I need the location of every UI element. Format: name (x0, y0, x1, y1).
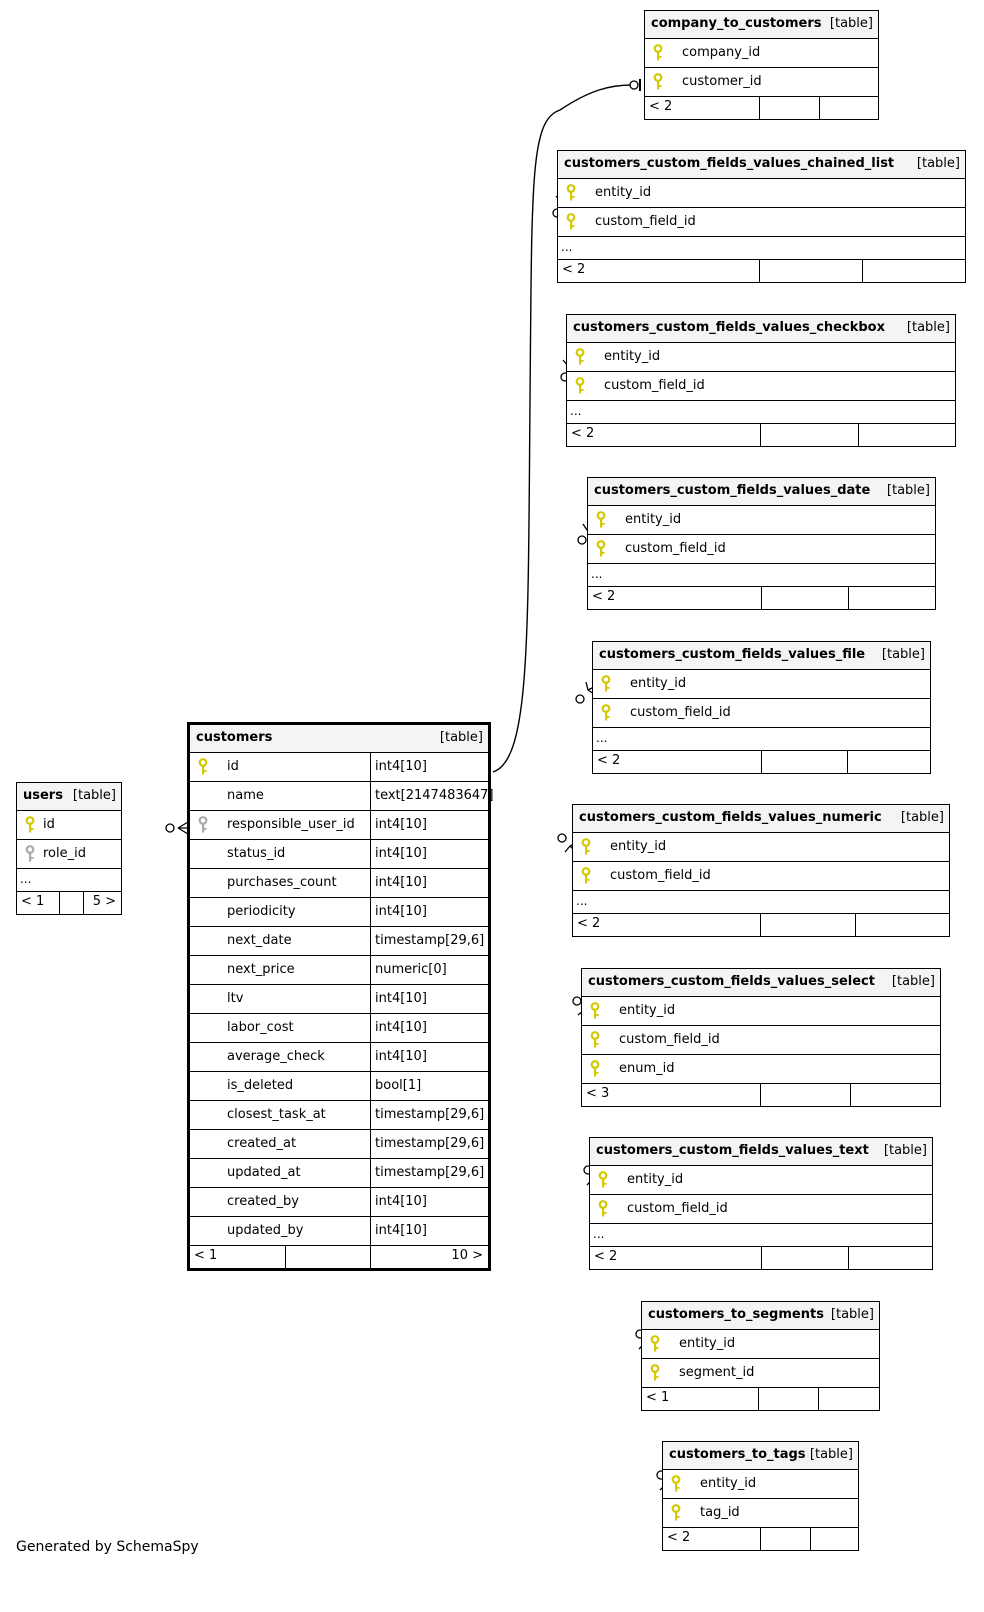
column-row[interactable] (190, 840, 488, 869)
table-footer (558, 260, 965, 282)
primary-key-icon (651, 73, 665, 91)
table-header[interactable] (190, 725, 488, 753)
footer-divider (760, 1528, 761, 1550)
table-name: customers_custom_fields_values_numeric (579, 810, 882, 825)
column-row[interactable] (642, 1330, 879, 1359)
parents-count: < 2 (597, 753, 621, 768)
table-footer (593, 751, 930, 773)
table-footer (190, 1246, 488, 1268)
ellipsis-text: ... (593, 1227, 605, 1241)
column-name: entity_id (604, 349, 661, 364)
column-name: updated_at (227, 1165, 301, 1180)
column-type: timestamp[29,6] (370, 1101, 488, 1129)
column-name: custom_field_id (627, 1201, 728, 1216)
table-file[interactable] (592, 641, 931, 774)
column-row[interactable] (567, 372, 955, 401)
footer-divider (848, 587, 849, 609)
table-kind-label: [table] (829, 16, 873, 31)
foreign-key-icon (23, 845, 37, 863)
table-header[interactable] (663, 1442, 858, 1470)
table-name: customers_custom_fields_values_file (599, 647, 866, 662)
table-text[interactable] (589, 1137, 933, 1270)
more-columns-row[interactable] (558, 237, 965, 260)
column-type: numeric[0] (370, 956, 488, 984)
table-numeric[interactable] (572, 804, 950, 937)
column-name: custom_field_id (610, 868, 711, 883)
children-count: 5 > (92, 894, 116, 909)
ellipsis-text: ... (591, 567, 603, 581)
column-name: custom_field_id (625, 541, 726, 556)
column-row[interactable] (558, 179, 965, 208)
column-name: closest_task_at (227, 1107, 326, 1122)
column-name: is_deleted (227, 1078, 294, 1093)
table-select[interactable] (581, 968, 941, 1107)
table-header[interactable] (582, 969, 940, 997)
table-name: customers (196, 730, 273, 745)
footer-divider (818, 1388, 819, 1410)
column-row[interactable] (593, 699, 930, 728)
column-row[interactable] (190, 1188, 488, 1217)
column-row[interactable] (190, 782, 494, 811)
footer-divider (847, 751, 848, 773)
column-row[interactable] (582, 1055, 940, 1084)
column-name: segment_id (679, 1365, 755, 1380)
table-footer (573, 914, 949, 936)
table-kind-label: [table] (439, 730, 483, 745)
column-row[interactable] (190, 1014, 488, 1043)
column-row[interactable] (190, 811, 488, 840)
table-footer (590, 1247, 932, 1269)
footer-divider (285, 1246, 286, 1268)
table-kind-label: [table] (900, 810, 944, 825)
table-header[interactable] (645, 11, 878, 39)
table-header[interactable] (588, 478, 935, 506)
primary-key-icon (579, 867, 593, 885)
primary-key-icon (651, 44, 665, 62)
column-row[interactable] (582, 1026, 940, 1055)
table-kind-label: [table] (906, 320, 950, 335)
more-columns-row[interactable] (588, 564, 935, 587)
footer-divider (760, 1084, 761, 1106)
column-name: ltv (227, 991, 244, 1006)
column-row[interactable] (190, 927, 488, 956)
parents-count: < 2 (577, 916, 601, 931)
column-row[interactable] (588, 535, 935, 564)
footer-divider (760, 914, 761, 936)
table-footer (645, 97, 878, 119)
table-kind-label: [table] (891, 974, 935, 989)
primary-key-icon (23, 816, 37, 834)
column-type: timestamp[29,6] (370, 1159, 488, 1187)
primary-key-icon (596, 1200, 610, 1218)
footer-divider (758, 1388, 759, 1410)
parents-count: < 1 (646, 1390, 670, 1405)
footer-divider (759, 97, 760, 119)
table-name: customers_custom_fields_values_date (594, 483, 871, 498)
table-footer (582, 1084, 940, 1106)
primary-key-icon (196, 758, 210, 776)
table-kind-label: [table] (809, 1447, 853, 1462)
column-name: labor_cost (227, 1020, 294, 1035)
parents-count: < 1 (194, 1248, 218, 1263)
footer-divider (761, 751, 762, 773)
column-row[interactable] (190, 1159, 488, 1188)
parents-count: < 1 (21, 894, 45, 909)
column-row[interactable] (190, 898, 488, 927)
foreign-key-icon (196, 816, 210, 834)
column-row[interactable] (190, 1130, 488, 1159)
column-type: text[2147483647] (370, 782, 488, 810)
column-row[interactable] (573, 862, 949, 891)
primary-key-icon (594, 511, 608, 529)
column-type: int4[10] (370, 1014, 488, 1042)
primary-key-icon (669, 1504, 683, 1522)
primary-key-icon (596, 1171, 610, 1189)
column-row[interactable] (17, 840, 121, 869)
primary-key-icon (648, 1364, 662, 1382)
footer-divider (862, 260, 863, 282)
primary-key-icon (573, 348, 587, 366)
footer-divider (83, 892, 84, 914)
children-count: 10 > (451, 1248, 483, 1263)
table-kind-label: [table] (883, 1143, 927, 1158)
column-name: updated_by (227, 1223, 304, 1238)
column-name: entity_id (625, 512, 682, 527)
column-name: entity_id (610, 839, 667, 854)
primary-key-icon (599, 704, 613, 722)
primary-key-icon (588, 1060, 602, 1078)
primary-key-icon (648, 1335, 662, 1353)
table-name: customers_custom_fields_values_chained_list (564, 156, 895, 171)
footer-divider (761, 1247, 762, 1269)
column-name: created_by (227, 1194, 299, 1209)
column-row[interactable] (588, 506, 935, 535)
column-name: purchases_count (227, 875, 337, 890)
primary-key-icon (579, 838, 593, 856)
column-name: entity_id (700, 1476, 757, 1491)
column-row[interactable] (17, 811, 121, 840)
table-footer (642, 1388, 879, 1410)
table-name: customers_custom_fields_values_select (588, 974, 875, 989)
more-columns-row[interactable] (590, 1224, 932, 1247)
footer-divider (855, 914, 856, 936)
primary-key-icon (669, 1475, 683, 1493)
table-date[interactable] (587, 477, 936, 610)
table-header[interactable] (642, 1302, 879, 1330)
column-name: status_id (227, 846, 286, 861)
table-kind-label: [table] (916, 156, 960, 171)
column-row[interactable] (190, 869, 488, 898)
column-type: int4[10] (370, 1043, 488, 1071)
column-row[interactable] (190, 1043, 488, 1072)
column-row[interactable] (590, 1166, 932, 1195)
column-type: int4[10] (370, 753, 488, 781)
table-header[interactable] (17, 783, 121, 811)
table-chained_list[interactable] (557, 150, 966, 283)
table-header[interactable] (567, 315, 955, 343)
column-type: int4[10] (370, 869, 488, 897)
primary-key-icon (573, 377, 587, 395)
column-name: created_at (227, 1136, 297, 1151)
table-name: customers_custom_fields_values_text (596, 1143, 869, 1158)
primary-key-icon (599, 675, 613, 693)
column-name: entity_id (630, 676, 687, 691)
relation-marker-users-to-customers (166, 822, 188, 834)
column-row[interactable] (190, 753, 488, 782)
column-name: name (227, 788, 264, 803)
table-checkbox[interactable] (566, 314, 956, 447)
parents-count: < 2 (649, 99, 673, 114)
column-row[interactable] (573, 833, 949, 862)
column-type: int4[10] (370, 840, 488, 868)
footer-divider (759, 260, 760, 282)
table-name: company_to_customers (651, 16, 822, 31)
ellipsis-text: ... (20, 872, 32, 886)
column-name: custom_field_id (630, 705, 731, 720)
table-footer (588, 587, 935, 609)
ellipsis-text: ... (596, 731, 608, 745)
column-row[interactable] (558, 208, 965, 237)
table-customers[interactable] (187, 722, 494, 1271)
table-footer (663, 1528, 858, 1550)
column-name: average_check (227, 1049, 325, 1064)
table-users[interactable] (16, 782, 122, 915)
ellipsis-text: ... (570, 404, 582, 418)
column-row[interactable] (190, 956, 488, 985)
table-header[interactable] (573, 805, 949, 833)
table-name: customers_custom_fields_values_checkbox (573, 320, 885, 335)
column-type: int4[10] (370, 898, 488, 926)
ellipsis-text: ... (561, 240, 573, 254)
column-name: id (227, 759, 239, 774)
parents-count: < 3 (586, 1086, 610, 1101)
column-name: next_price (227, 962, 295, 977)
parents-count: < 2 (571, 426, 595, 441)
column-type: timestamp[29,6] (370, 1130, 488, 1158)
column-name: entity_id (627, 1172, 684, 1187)
column-name: custom_field_id (604, 378, 705, 393)
primary-key-icon (594, 540, 608, 558)
column-type: int4[10] (370, 811, 488, 839)
column-row[interactable] (567, 343, 955, 372)
relation-optional-marker (630, 81, 638, 89)
column-name: entity_id (595, 185, 652, 200)
table-tags[interactable] (662, 1441, 859, 1551)
column-type: int4[10] (370, 1217, 488, 1245)
generator-note: Generated by SchemaSpy (16, 1539, 199, 1555)
column-name: entity_id (679, 1336, 736, 1351)
column-name: role_id (43, 846, 86, 861)
table-company_to_customers[interactable] (644, 10, 879, 120)
column-name: periodicity (227, 904, 296, 919)
more-columns-row[interactable] (17, 869, 121, 892)
parents-count: < 2 (562, 262, 586, 277)
primary-key-icon (588, 1031, 602, 1049)
more-columns-row[interactable] (573, 891, 949, 914)
column-type: int4[10] (370, 1188, 488, 1216)
column-name: entity_id (619, 1003, 676, 1018)
column-row[interactable] (582, 997, 940, 1026)
table-kind-label: [table] (72, 788, 116, 803)
footer-divider (760, 424, 761, 446)
footer-divider (370, 1246, 371, 1268)
column-name: enum_id (619, 1061, 675, 1076)
footer-divider (761, 587, 762, 609)
more-columns-row[interactable] (567, 401, 955, 424)
table-name: customers_to_tags (669, 1447, 806, 1462)
column-row[interactable] (645, 39, 878, 68)
table-kind-label: [table] (881, 647, 925, 662)
column-row[interactable] (190, 1101, 488, 1130)
column-row[interactable] (190, 1217, 488, 1246)
column-row[interactable] (593, 670, 930, 699)
primary-key-icon (588, 1002, 602, 1020)
ellipsis-text: ... (576, 894, 588, 908)
footer-divider (850, 1084, 851, 1106)
column-name: next_date (227, 933, 292, 948)
table-header[interactable] (590, 1138, 932, 1166)
column-name: company_id (682, 45, 761, 60)
column-row[interactable] (190, 1072, 488, 1101)
footer-divider (819, 97, 820, 119)
column-type: int4[10] (370, 985, 488, 1013)
column-row[interactable] (645, 68, 878, 97)
column-name: custom_field_id (595, 214, 696, 229)
table-name: customers_to_segments (648, 1307, 824, 1322)
primary-key-icon (564, 213, 578, 231)
footer-divider (810, 1528, 811, 1550)
column-type: timestamp[29,6] (370, 927, 488, 955)
column-row[interactable] (642, 1359, 879, 1388)
more-columns-row[interactable] (593, 728, 930, 751)
table-segments[interactable] (641, 1301, 880, 1411)
column-name: tag_id (700, 1505, 740, 1520)
primary-key-icon (564, 184, 578, 202)
table-footer (17, 892, 121, 914)
parents-count: < 2 (592, 589, 616, 604)
table-name: users (23, 788, 63, 803)
column-row[interactable] (663, 1470, 858, 1499)
footer-divider (858, 424, 859, 446)
table-header[interactable] (593, 642, 930, 670)
table-footer (567, 424, 955, 446)
table-header[interactable] (558, 151, 965, 179)
column-row[interactable] (663, 1499, 858, 1528)
table-kind-label: [table] (830, 1307, 874, 1322)
column-name: customer_id (682, 74, 762, 89)
parents-count: < 2 (594, 1249, 618, 1264)
column-type: bool[1] (370, 1072, 488, 1100)
table-kind-label: [table] (886, 483, 930, 498)
parents-count: < 2 (667, 1530, 691, 1545)
column-row[interactable] (190, 985, 488, 1014)
column-name: id (43, 817, 55, 832)
column-name: custom_field_id (619, 1032, 720, 1047)
type-column-divider (370, 753, 371, 1246)
column-row[interactable] (590, 1195, 932, 1224)
column-name: responsible_user_id (227, 817, 355, 832)
footer-divider (59, 892, 60, 914)
footer-divider (848, 1247, 849, 1269)
